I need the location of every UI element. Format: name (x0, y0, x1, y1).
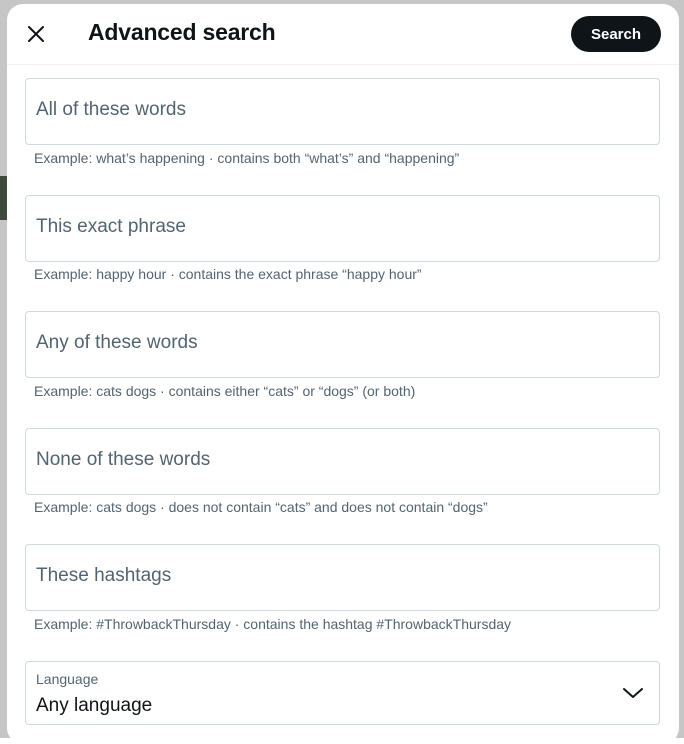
any-words-hint: Example: cats dogs · contains either “cats” or “dogs” (or both) (34, 383, 416, 399)
any-words-placeholder: Any of these words (36, 332, 198, 353)
none-words-placeholder: None of these words (36, 449, 211, 470)
dialog-title: Advanced search (88, 19, 276, 45)
hashtags-hint: Example: #ThrowbackThursday · contains the hashtag #ThrowbackThursday (34, 616, 512, 632)
language-select[interactable] (25, 661, 660, 725)
all-words-placeholder: All of these words (36, 99, 186, 120)
search-button[interactable]: Search (571, 16, 661, 52)
none-words-input[interactable] (25, 428, 660, 495)
close-button[interactable] (19, 17, 53, 51)
background-thumbnail (0, 176, 7, 220)
language-value: Any language (36, 695, 153, 716)
exact-phrase-placeholder: This exact phrase (36, 216, 186, 237)
advanced-search-dialog (7, 4, 679, 744)
none-words-hint: Example: cats dogs · does not contain “cats” and does not contain “dogs” (34, 499, 488, 515)
hashtags-placeholder: These hashtags (36, 565, 172, 586)
all-words-hint: Example: what’s happening · contains both “what’s” and “happening” (34, 150, 460, 166)
dialog-header (7, 4, 679, 65)
chevron-down-icon (622, 684, 644, 702)
any-words-input[interactable] (25, 311, 660, 378)
all-words-input[interactable] (25, 78, 660, 145)
close-icon (26, 24, 46, 44)
exact-phrase-hint: Example: happy hour · contains the exact phrase “happy hour” (34, 266, 422, 282)
hashtags-input[interactable] (25, 544, 660, 611)
exact-phrase-input[interactable] (25, 195, 660, 262)
language-label: Language (36, 671, 99, 687)
